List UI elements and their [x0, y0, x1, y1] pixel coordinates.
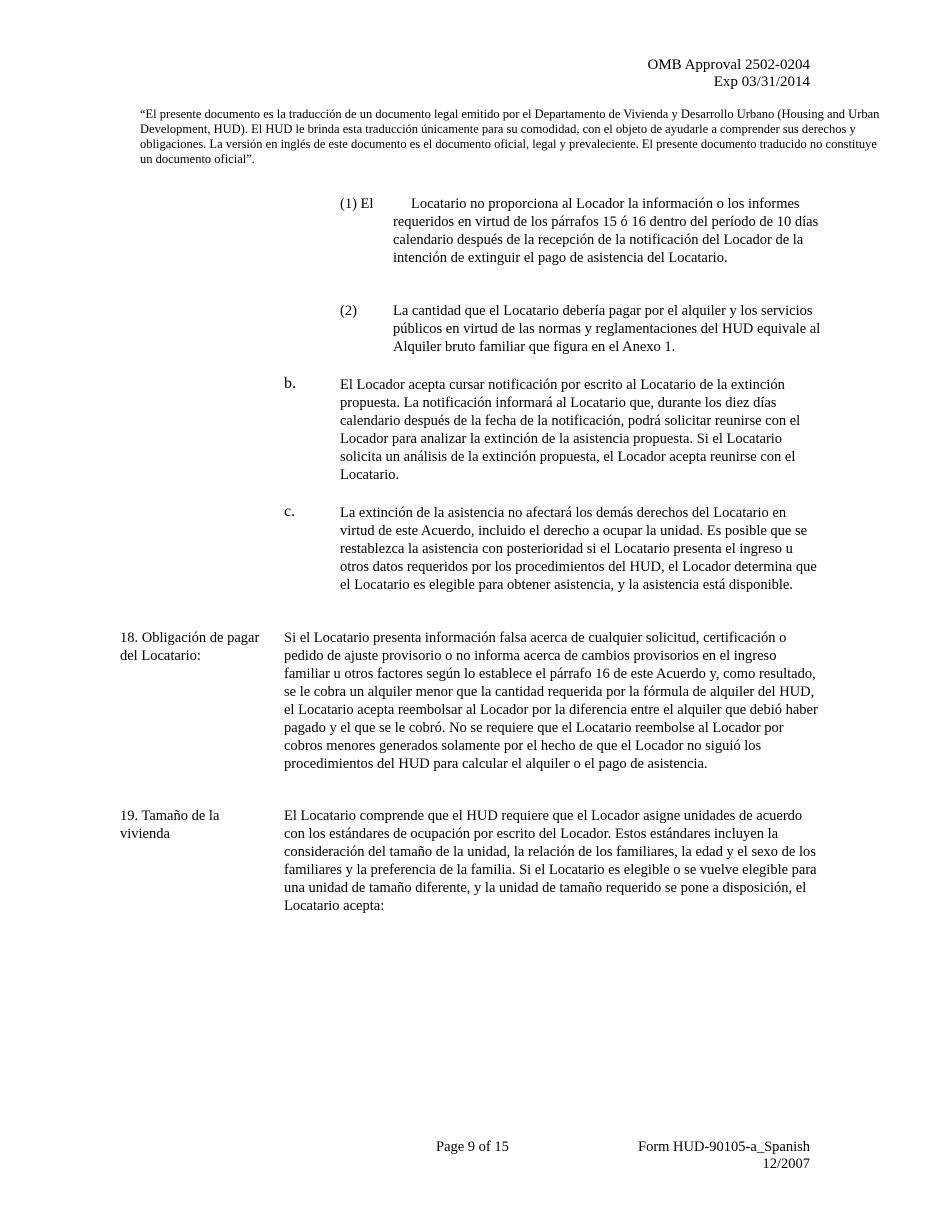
form-identifier: [638, 1139, 810, 1173]
item-b-label: b.: [284, 375, 296, 392]
item-c-text: La extinción de la asistencia no afectará los demás derechos del Locatario en virtud de este Acuerdo, incluido el derecho a ocupar la unidad. Es posible que se restablezca la asistencia con posterioridad si el Locatario presenta el ingreso u otros datos requeridos por los procedimientos del HUD, el Locador determina que el Locatario es elegible para obtener asistencia, y la asistencia está disponible.: [340, 505, 817, 593]
form-number: Form HUD-90105-a_Spanish: [638, 1139, 810, 1155]
sub-item-2-label: (2): [340, 303, 357, 319]
sub-item-1-label: (1) El: [340, 196, 374, 212]
page-number: Page 9 of 15: [436, 1139, 509, 1155]
sub-item-1-text: Locatario no proporciona al Locador la información o los informes requeridos en virtud de los párrafos 15 ó 16 dentro del período de 10 días calendario después de la recepción de la notificación del Locador de la intención de extinguir el pago de asistencia del Locatario.: [393, 196, 819, 266]
sub-item-2-text: La cantidad que el Locatario debería pagar por el alquiler y los servicios públicos en virtud de las normas y reglamentaciones del HUD equivale al Alquiler bruto familiar que figura en el Anexo 1.: [393, 303, 821, 355]
item-b-text: El Locador acepta cursar notificación por escrito al Locatario de la extinción propuesta. La notificación informará al Locatario que, durante los diez días calendario después de la fecha de la notificación, podrá solicitar reunirse con el Locador para analizar la extinción de la asistencia propuesta. Si el Locatario solicita un análisis de la extinción propuesta, el Locador acepta reunirse con el Locatario.: [340, 377, 801, 483]
section-19-heading: 19. Tamaño de la vivienda: [120, 808, 220, 842]
omb-approval: OMB Approval 2502-0204: [647, 57, 810, 73]
section-19-text: El Locatario comprende que el HUD requiere que el Locador asigne unidades de acuerdo con los estándares de ocupación por escrito del Locador. Estos estándares incluyen la consideración del tamaño de la unidad, la relación de los familiares, la edad y el sexo de los familiares y la preferencia de la familia. Si el Locatario es elegible o se vuelve elegible para una unidad de tamaño diferente, y la unidad de tamaño requerido se pone a disposición, el Locatario acepta:: [284, 808, 817, 914]
form-date: 12/2007: [762, 1156, 810, 1172]
header-block: [648, 57, 811, 91]
section-18-text: Si el Locatario presenta información falsa acerca de cualquier solicitud, certificación o pedido de ajuste provisorio o no informa acerca de cambios provisorios en el ingreso familiar u otros factores según lo establece el párrafo 16 de este Acuerdo y, como resultado, se le cobra un alquiler menor que la cantidad requerida por la fórmula de alquiler del HUD, el Locatario acepta reembolsar al Locador por la diferencia entre el alquiler que debió haber pagado y el que se le cobró. No se requiere que el Locatario reembolse al Locador por cobros menores generados solamente por el hecho de que el Locador no siguió los procedimientos del HUD para calcular el alquiler o el pago de asistencia.: [284, 630, 818, 772]
translation-disclaimer: “El presente documento es la traducción de un documento legal emitido por el Departamento de Vivienda y Desarrollo Urbano (Housing and Urban Development, HUD). El HUD le brinda esta traducción únicamente para su comodidad, con el objeto de ayudarle a comprender sus derechos y obligaciones. La versión en inglés de este documento es el documento oficial, legal y prevaleciente. El presente documento traducido no constituye un documento oficial”.: [140, 107, 880, 166]
section-18-heading: 18. Obligación de pagar del Locatario:: [120, 630, 260, 664]
item-c-label: c.: [284, 503, 296, 520]
expiration-date: Exp 03/31/2014: [713, 74, 810, 90]
